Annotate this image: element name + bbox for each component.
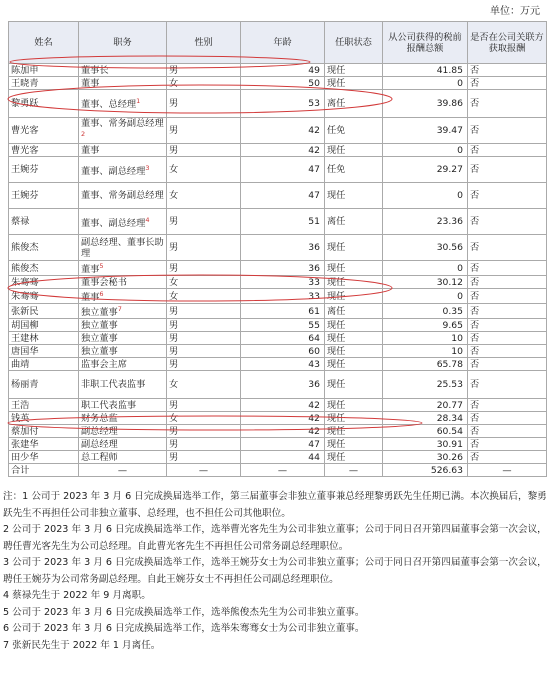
cell-status: 现任 [325,235,383,261]
cell-age: 33 [241,289,325,304]
cell-age: 60 [241,345,325,358]
cell-age: 33 [241,276,325,289]
position-text: 副总经理 [81,438,118,450]
col-header-related-pay: 是否在公司关联方获取报酬 [468,22,547,64]
cell-related-pay: 否 [468,235,547,261]
table-header-row [9,22,547,64]
table-row [9,183,547,209]
table-row [9,412,547,425]
cell-age: 64 [241,332,325,345]
cell-status: 现任 [325,289,383,304]
table-row [9,451,547,464]
total-status: — [325,464,383,477]
cell-age: 36 [241,235,325,261]
cell-status: 现任 [325,425,383,438]
cell-position [79,332,167,345]
position-text: 职工代表监事 [81,399,137,411]
note-4: 4 蔡禄先生于 2022 年 9 月离职。 [3,590,151,601]
cell-name: 王建林 [9,332,79,345]
table-row [9,157,547,183]
cell-related-pay: 否 [468,157,547,183]
cell-related-pay: 否 [468,358,547,371]
cell-related-pay: 否 [468,261,547,276]
note-3: 3 公司于 2023 年 3 月 6 日完成换届选举工作，选举王婉芬女士为公司非独立董事；公司于同日召开第四届董事会第一次会议，聘任王婉芬为公司常务副总经理。自此王婉芬女士不再担任公司副总经理职位。 [3,557,547,585]
cell-position [79,399,167,412]
cell-position [79,118,167,144]
cell-age: 47 [241,438,325,451]
table-row [9,399,547,412]
table-row [9,304,547,319]
cell-age: 47 [241,157,325,183]
cell-age: 43 [241,358,325,371]
cell-gender: 男 [167,64,241,77]
cell-age: 55 [241,319,325,332]
position-text: 董事 [81,264,100,276]
table-row [9,425,547,438]
cell-position [79,451,167,464]
cell-pay: 0 [383,289,468,304]
cell-status: 现任 [325,144,383,157]
footnote-marker: 6 [99,290,104,299]
cell-name: 曹光客 [9,118,79,144]
total-gender: — [167,464,241,477]
footnote-marker: 7 [117,305,122,314]
footnote-marker: 2 [81,130,86,138]
position-text: 董事、常务副总经理 [81,118,164,129]
cell-pay: 0 [383,261,468,276]
cell-status: 现任 [325,371,383,399]
col-header-name: 姓名 [9,22,79,64]
col-header-gender: 性别 [167,22,241,64]
cell-status: 离任 [325,209,383,235]
cell-status: 现任 [325,358,383,371]
cell-related-pay: 否 [468,209,547,235]
cell-position [79,209,167,235]
cell-status: 现任 [325,183,383,209]
cell-pay: 30.26 [383,451,468,464]
cell-gender: 男 [167,90,241,118]
cell-age: 36 [241,371,325,399]
footnote-marker: 1 [136,97,141,106]
cell-status: 现任 [325,332,383,345]
total-related-pay: — [468,464,547,477]
table-row [9,118,547,144]
cell-related-pay: 否 [468,371,547,399]
cell-age: 47 [241,183,325,209]
cell-status: 现任 [325,261,383,276]
table-row [9,358,547,371]
cell-position [79,183,167,209]
total-position: — [79,464,167,477]
table-row [9,438,547,451]
cell-status: 现任 [325,438,383,451]
cell-name: 王晓青 [9,77,79,90]
cell-gender: 男 [167,319,241,332]
total-age: — [241,464,325,477]
cell-age: 36 [241,261,325,276]
footnote-marker: 5 [99,262,104,271]
cell-pay: 41.85 [383,64,468,77]
position-text: 董事、常务副总经理 [81,190,164,202]
note-6: 6 公司于 2023 年 3 月 6 日完成换届选举工作，选举朱骞骞女士为公司非独立董事。 [3,623,365,634]
cell-age: 42 [241,144,325,157]
cell-status: 现任 [325,77,383,90]
cell-pay: 0.35 [383,304,468,319]
cell-age: 50 [241,77,325,90]
cell-name: 张新民 [9,304,79,319]
cell-age: 61 [241,304,325,319]
cell-age: 49 [241,64,325,77]
cell-age: 51 [241,209,325,235]
cell-related-pay: 否 [468,345,547,358]
cell-status: 离任 [325,90,383,118]
col-header-position: 职务 [79,22,167,64]
position-text: 董事 [81,77,100,89]
cell-status: 现任 [325,451,383,464]
cell-pay: 9.65 [383,319,468,332]
cell-gender: 男 [167,358,241,371]
cell-related-pay: 否 [468,118,547,144]
position-text: 独立董事 [81,345,118,357]
notes-section [3,489,551,654]
table-row [9,345,547,358]
cell-pay: 0 [383,183,468,209]
cell-gender: 男 [167,261,241,276]
cell-status: 现任 [325,64,383,77]
cell-position [79,304,167,319]
cell-name: 胡国柳 [9,319,79,332]
cell-position [79,90,167,118]
note-2: 2 公司于 2023 年 3 月 6 日完成换届选举工作，选举曹光客先生为公司非独立董事；公司于同日召开第四届董事会第一次会议，聘任曹光客先生为公司总经理。自此曹光客先生不再担任公司常务副总经理职位。 [3,524,547,552]
cell-gender: 男 [167,304,241,319]
cell-status: 现任 [325,319,383,332]
cell-gender: 男 [167,144,241,157]
compensation-table [8,21,547,477]
cell-name: 朱骞骞 [9,276,79,289]
cell-age: 44 [241,451,325,464]
cell-related-pay: 否 [468,319,547,332]
cell-position [79,77,167,90]
position-text: 董事、副总经理 [81,217,146,229]
cell-name: 王浩 [9,399,79,412]
position-text: 董事、总经理 [81,99,137,111]
cell-position [79,144,167,157]
total-label: 合计 [9,464,79,477]
cell-pay: 20.77 [383,399,468,412]
col-header-status: 任职状态 [325,22,383,64]
position-text: 独立董事 [81,319,118,331]
table-row [9,90,547,118]
note-7: 7 张新民先生于 2022 年 1 月离任。 [3,639,161,651]
position-text: 总工程师 [81,451,118,463]
cell-age: 42 [241,118,325,144]
cell-gender: 男 [167,345,241,358]
cell-gender: 女 [167,371,241,399]
cell-gender: 男 [167,451,241,464]
position-text: 董事会秘书 [81,276,127,288]
footnote-marker: 4 [145,215,150,224]
position-text: 董事 [81,292,100,304]
cell-status: 任免 [325,157,383,183]
cell-name: 王婉芬 [9,183,79,209]
cell-name: 朱骞骞 [9,289,79,304]
cell-status: 现任 [325,276,383,289]
cell-related-pay: 否 [468,289,547,304]
cell-related-pay: 否 [468,438,547,451]
cell-related-pay: 否 [468,90,547,118]
cell-name: 蔡加付 [9,425,79,438]
cell-gender: 女 [167,412,241,425]
cell-pay: 30.56 [383,235,468,261]
cell-pay: 0 [383,144,468,157]
cell-status: 现任 [325,345,383,358]
cell-position [79,319,167,332]
table-row [9,289,547,304]
col-header-pay: 从公司获得的税前报酬总额 [383,22,468,64]
cell-position [79,358,167,371]
note-5: 5 公司于 2023 年 3 月 6 日完成换届选举工作，选举熊俊杰先生为公司非独立董事。 [3,606,365,618]
cell-position [79,235,167,261]
cell-pay: 65.78 [383,358,468,371]
cell-gender: 男 [167,235,241,261]
cell-name: 唐国华 [9,345,79,358]
cell-name: 张建华 [9,438,79,451]
table-row [9,209,547,235]
cell-age: 42 [241,399,325,412]
cell-status: 离任 [325,304,383,319]
cell-status: 现任 [325,399,383,412]
cell-pay: 28.34 [383,412,468,425]
position-text: 非职工代表监事 [81,379,146,391]
cell-pay: 30.91 [383,438,468,451]
position-text: 副总经理 [81,425,118,437]
cell-gender: 女 [167,289,241,304]
cell-gender: 男 [167,399,241,412]
cell-related-pay: 否 [468,183,547,209]
cell-pay: 25.53 [383,371,468,399]
cell-pay: 23.36 [383,209,468,235]
cell-name: 田少华 [9,451,79,464]
unit-label: 单位：万元 [490,6,540,17]
cell-related-pay: 否 [468,425,547,438]
position-text: 董事、副总经理 [81,165,146,177]
table-row [9,64,547,77]
position-text: 董事 [81,144,100,156]
table-row [9,235,547,261]
cell-position [79,438,167,451]
cell-name: 杨丽青 [9,371,79,399]
cell-pay: 0 [383,77,468,90]
cell-position [79,289,167,304]
position-text: 董事长 [81,64,109,76]
cell-gender: 女 [167,77,241,90]
table-row [9,77,547,90]
cell-gender: 男 [167,425,241,438]
col-header-age: 年龄 [241,22,325,64]
cell-name: 曹光客 [9,144,79,157]
cell-age: 42 [241,425,325,438]
cell-position [79,276,167,289]
cell-name: 熊俊杰 [9,261,79,276]
table-row [9,332,547,345]
table-row [9,144,547,157]
table-row [9,261,547,276]
cell-name: 蔡禄 [9,209,79,235]
cell-gender: 男 [167,438,241,451]
table-row [9,276,547,289]
cell-status: 现任 [325,412,383,425]
cell-pay: 29.27 [383,157,468,183]
cell-position [79,345,167,358]
cell-related-pay: 否 [468,144,547,157]
cell-position [79,64,167,77]
cell-related-pay: 否 [468,304,547,319]
position-text: 独立董事 [81,332,118,344]
cell-name: 陈加申 [9,64,79,77]
cell-gender: 女 [167,276,241,289]
cell-position [79,412,167,425]
cell-gender: 男 [167,209,241,235]
cell-related-pay: 否 [468,276,547,289]
cell-related-pay: 否 [468,77,547,90]
note-1: 注：1 公司于 2023 年 3 月 6 日完成换届选举工作，第三届董事会非独立董事兼总经理黎勇跃先生任期已满。本次换届后，黎勇跃先生不再担任公司非独立董事、总经理，也不担任公司其他职位。 [3,491,547,519]
cell-position [79,371,167,399]
footnote-marker: 3 [145,163,150,172]
position-text: 独立董事 [81,307,118,319]
cell-pay: 10 [383,345,468,358]
cell-name: 钱英 [9,412,79,425]
position-text: 监事会主席 [81,358,127,370]
cell-status: 任免 [325,118,383,144]
cell-pay: 39.86 [383,90,468,118]
position-text: 财务总监 [81,412,118,424]
cell-related-pay: 否 [468,451,547,464]
cell-age: 53 [241,90,325,118]
cell-name: 王婉芬 [9,157,79,183]
cell-pay: 10 [383,332,468,345]
cell-gender: 女 [167,157,241,183]
total-row [9,464,547,477]
cell-name: 黎勇跃 [9,90,79,118]
cell-position [79,261,167,276]
cell-pay: 60.54 [383,425,468,438]
table-row [9,371,547,399]
position-text: 副总经理、董事长助理 [81,236,164,259]
cell-pay: 30.12 [383,276,468,289]
cell-related-pay: 否 [468,399,547,412]
cell-name: 曲靖 [9,358,79,371]
total-pay: 526.63 [383,464,468,477]
cell-age: 42 [241,412,325,425]
cell-position [79,425,167,438]
cell-pay: 39.47 [383,118,468,144]
cell-gender: 男 [167,118,241,144]
cell-related-pay: 否 [468,412,547,425]
cell-gender: 女 [167,183,241,209]
cell-name: 熊俊杰 [9,235,79,261]
cell-gender: 男 [167,332,241,345]
cell-related-pay: 否 [468,332,547,345]
cell-related-pay: 否 [468,64,547,77]
cell-position [79,157,167,183]
table-row [9,319,547,332]
